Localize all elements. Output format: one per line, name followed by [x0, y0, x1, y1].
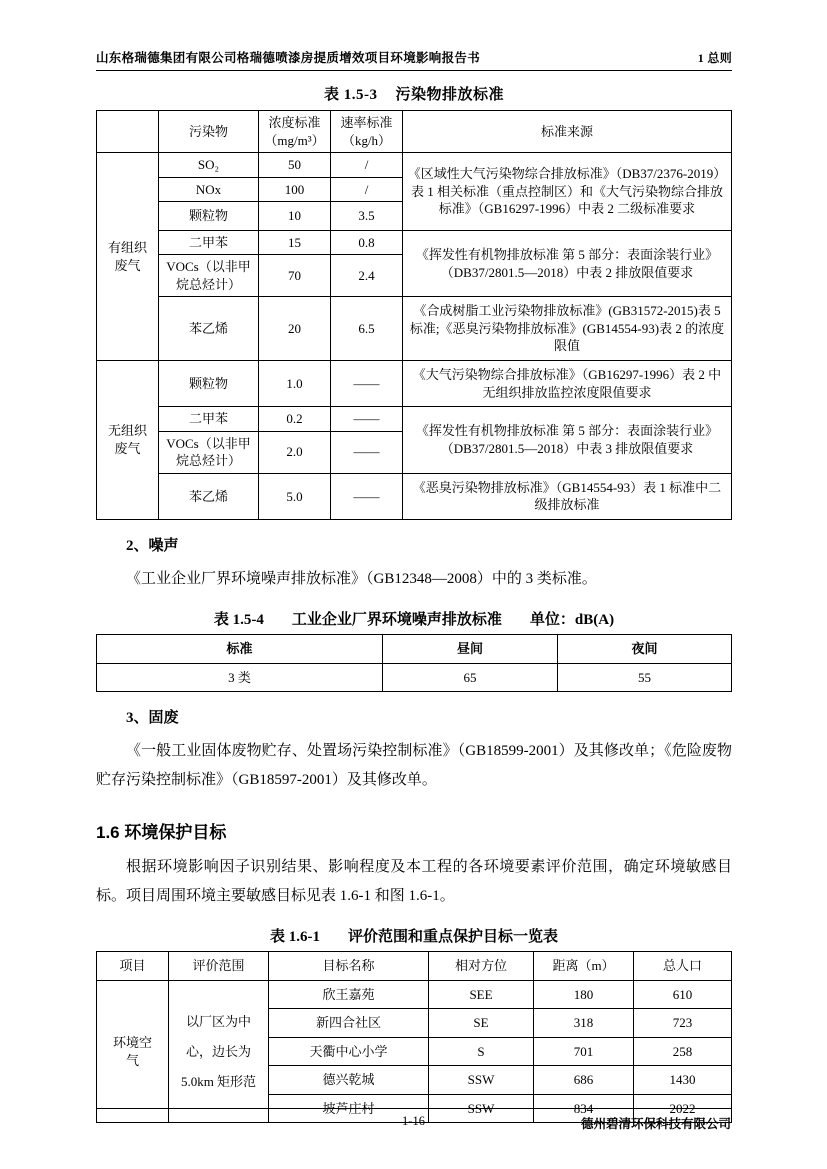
header-pollutant: 污染物 [159, 111, 259, 153]
section-noise-number: 2、噪声 [126, 537, 179, 554]
group-organized-gas-line2: 废气 [114, 257, 141, 273]
table-header-row [97, 952, 732, 981]
section-solid-waste-body: 《一般工业固体废物贮存、处置场污染控制标准》（GB18599-2001）及其修改单；《危险废物贮存污染控制标准》（GB18597-2001）及其修改单。 [96, 743, 732, 789]
page-title: 1.6 环境保护目标 [96, 822, 227, 842]
cell-pollutant-name: 颗粒物 [159, 202, 259, 231]
header-source: 标准来源 [403, 111, 732, 153]
cell-source-organized-3: 《合成树脂工业污染物排放标准》(GB31572-2015)表 5 标准;《恶臭污染物排放标准》(GB14554-93)表 2 的浓度限值 [403, 297, 732, 361]
cell-concentration: 2.0 [259, 431, 331, 473]
cell-direction: SEE [429, 980, 534, 1009]
cell-population: 1430 [634, 1066, 732, 1095]
header-item: 项目 [97, 952, 169, 981]
cell-direction: SSW [429, 1094, 534, 1123]
header-rate-line2: （kg/h） [341, 132, 392, 148]
header-scope: 评价范围 [169, 952, 269, 981]
cell-rate: / [331, 153, 403, 178]
cell-concentration: 10 [259, 202, 331, 231]
table-1-5-4-caption-text: 工业企业厂界环境噪声排放标准 [291, 612, 502, 629]
cell-concentration: 20 [259, 297, 331, 361]
cell-rate: —— [331, 473, 403, 519]
header-population: 总人口 [634, 952, 732, 981]
table-noise-standards [96, 634, 732, 692]
header-distance: 距离（m） [534, 952, 634, 981]
table-row [97, 407, 732, 432]
table-row [97, 297, 732, 361]
table-1-5-4-caption-number: 表 1.5-4 [213, 612, 264, 629]
cell-direction: SSW [429, 1066, 534, 1095]
table-1-6-1-caption [96, 925, 732, 946]
cell-target-name: 天衢中心小学 [269, 1037, 429, 1066]
cell-population: 2022 [634, 1094, 732, 1123]
section-noise-body: 《工业企业厂界环境噪声排放标准》（GB12348—2008）中的 3 类标准。 [126, 570, 597, 587]
cell-pollutant-name: NOx [159, 177, 259, 202]
cell-daytime: 65 [383, 663, 558, 692]
table-1-6-1-caption-number: 表 1.6-1 [269, 929, 320, 946]
cell-direction: SE [429, 1009, 534, 1038]
cell-distance: 686 [534, 1066, 634, 1095]
cell-pollutant-name: 二甲苯 [159, 407, 259, 432]
header-nighttime: 夜间 [558, 635, 732, 664]
cell-distance: 318 [534, 1009, 634, 1038]
cell-item-air-line2: 气 [125, 1052, 139, 1068]
group-organized-gas [97, 153, 159, 361]
cell-distance: 834 [534, 1094, 634, 1123]
page-header [96, 48, 732, 71]
cell-pollutant-name: 苯乙烯 [159, 297, 259, 361]
table-1-5-3-caption [96, 83, 732, 104]
table-row [97, 361, 732, 407]
cell-item-air [97, 980, 169, 1123]
table-1-6-1-caption-text: 评价范围和重点保护目标一览表 [347, 929, 558, 946]
header-standard: 标准 [97, 635, 383, 664]
cell-rate: —— [331, 361, 403, 407]
cell-rate: —— [331, 431, 403, 473]
header-concentration-line2: （mg/m³） [264, 132, 325, 148]
cell-direction: S [429, 1037, 534, 1066]
footer-company: 德州碧清环保科技有限公司 [580, 1117, 731, 1131]
cell-concentration: 100 [259, 177, 331, 202]
cell-concentration: 70 [259, 255, 331, 297]
table-row [97, 663, 732, 692]
cell-source-unorganized-2: 《挥发性有机物排放标准 第 5 部分：表面涂装行业》（DB37/2801.5—2018）中表 3 排放限值要求 [403, 407, 732, 474]
group-unorganized-gas-line1: 无组织 [107, 423, 147, 439]
cell-target-name: 坡芦庄村 [269, 1094, 429, 1123]
cell-rate: —— [331, 407, 403, 432]
header-rate-line1: 速率标准 [340, 115, 393, 130]
cell-concentration: 1.0 [259, 361, 331, 407]
cell-concentration: 5.0 [259, 473, 331, 519]
cell-population: 610 [634, 980, 732, 1009]
table-row [97, 153, 732, 178]
cell-population: 258 [634, 1037, 732, 1066]
cell-pollutant-name: VOCs（以非甲烷总烃计） [159, 255, 259, 297]
table-row [97, 473, 732, 519]
table-row [97, 230, 732, 255]
section-target-body: 根据环境影响因子识别结果、影响程度及本工程的各环境要素评价范围，确定环境敏感目标。项目周围环境主要敏感目标见表 1.6-1 和图 1.6-1。 [96, 858, 732, 904]
cell-scope-line3: 5.0km 矩形范 [180, 1073, 257, 1089]
header-concentration [259, 111, 331, 153]
cell-scope-line2: 心，边长为 [185, 1043, 251, 1059]
header-target-name: 目标名称 [269, 952, 429, 981]
cell-pollutant-name: 二甲苯 [159, 230, 259, 255]
header-section: 1 总则 [697, 51, 732, 65]
header-daytime: 昼间 [383, 635, 558, 664]
header-title: 山东格瑞德集团有限公司格瑞德喷漆房提质增效项目环境影响报告书 [96, 51, 481, 65]
group-organized-gas-line1: 有组织 [107, 240, 147, 255]
cell-target-name: 德兴乾城 [269, 1066, 429, 1095]
cell-source-organized-2: 《挥发性有机物排放标准 第 5 部分：表面涂装行业》（DB37/2801.5—2018）中表 2 排放限值要求 [403, 230, 732, 297]
cell-pollutant-name: VOCs（以非甲烷总烃计） [159, 431, 259, 473]
table-header-row [97, 635, 732, 664]
cell-nighttime: 55 [558, 663, 732, 692]
cell-pollutant-name: 颗粒物 [159, 361, 259, 407]
table-row [97, 980, 732, 1009]
group-unorganized-gas-line2: 废气 [114, 440, 141, 456]
cell-distance: 701 [534, 1037, 634, 1066]
cell-source-unorganized-3: 《恶臭污染物排放标准》（GB14554-93）表 1 标准中二级排放标准 [403, 473, 732, 519]
header-concentration-line1: 浓度标准 [268, 115, 321, 130]
cell-rate: 3.5 [331, 202, 403, 231]
table-1-5-4-caption-unit: 单位：dB(A) [529, 612, 615, 629]
page-footer [96, 1108, 731, 1129]
cell-pollutant-name: SO₂ [159, 153, 259, 178]
cell-population: 723 [634, 1009, 732, 1038]
cell-rate: 2.4 [331, 255, 403, 297]
cell-source-organized-1: 《区域性大气污染物综合排放标准》（DB37/2376-2019）表 1 相关标准（重点控制区）和《大气污染物综合排放标准》（GB16297-1996）中表 2 二级标准要求 [403, 153, 732, 231]
cell-concentration: 50 [259, 153, 331, 178]
table-header-row [97, 111, 732, 153]
cell-rate: 0.8 [331, 230, 403, 255]
cell-distance: 180 [534, 980, 634, 1009]
cell-scope-line1: 以厂区为中 [185, 1013, 251, 1029]
table-pollutant-emission-standards [96, 110, 732, 520]
cell-pollutant-name: 苯乙烯 [159, 473, 259, 519]
cell-rate: / [331, 177, 403, 202]
header-rate [331, 111, 403, 153]
cell-scope [169, 980, 269, 1123]
cell-rate: 6.5 [331, 297, 403, 361]
table-1-5-4-caption [96, 608, 732, 629]
cell-concentration: 15 [259, 230, 331, 255]
table-1-5-3-caption-number: 表 1.5-3 [323, 87, 378, 103]
cell-source-unorganized-1: 《大气污染物综合排放标准》（GB16297-1996）表 2 中无组织排放监控浓度限值要求 [403, 361, 732, 407]
group-unorganized-gas [97, 361, 159, 520]
table-protection-targets [96, 951, 732, 1123]
cell-concentration: 0.2 [259, 407, 331, 432]
header-blank [97, 111, 159, 153]
cell-standard: 3 类 [97, 663, 383, 692]
cell-target-name: 新四合社区 [269, 1009, 429, 1038]
page-content [96, 48, 732, 1123]
cell-target-name: 欣王嘉苑 [269, 980, 429, 1009]
table-1-5-3-caption-text: 污染物排放标准 [395, 87, 504, 103]
page-number: 1-16 [402, 1114, 425, 1128]
section-solid-waste-number: 3、固废 [126, 710, 179, 727]
cell-item-air-line1: 环境空 [112, 1035, 152, 1051]
header-direction: 相对方位 [429, 952, 534, 981]
